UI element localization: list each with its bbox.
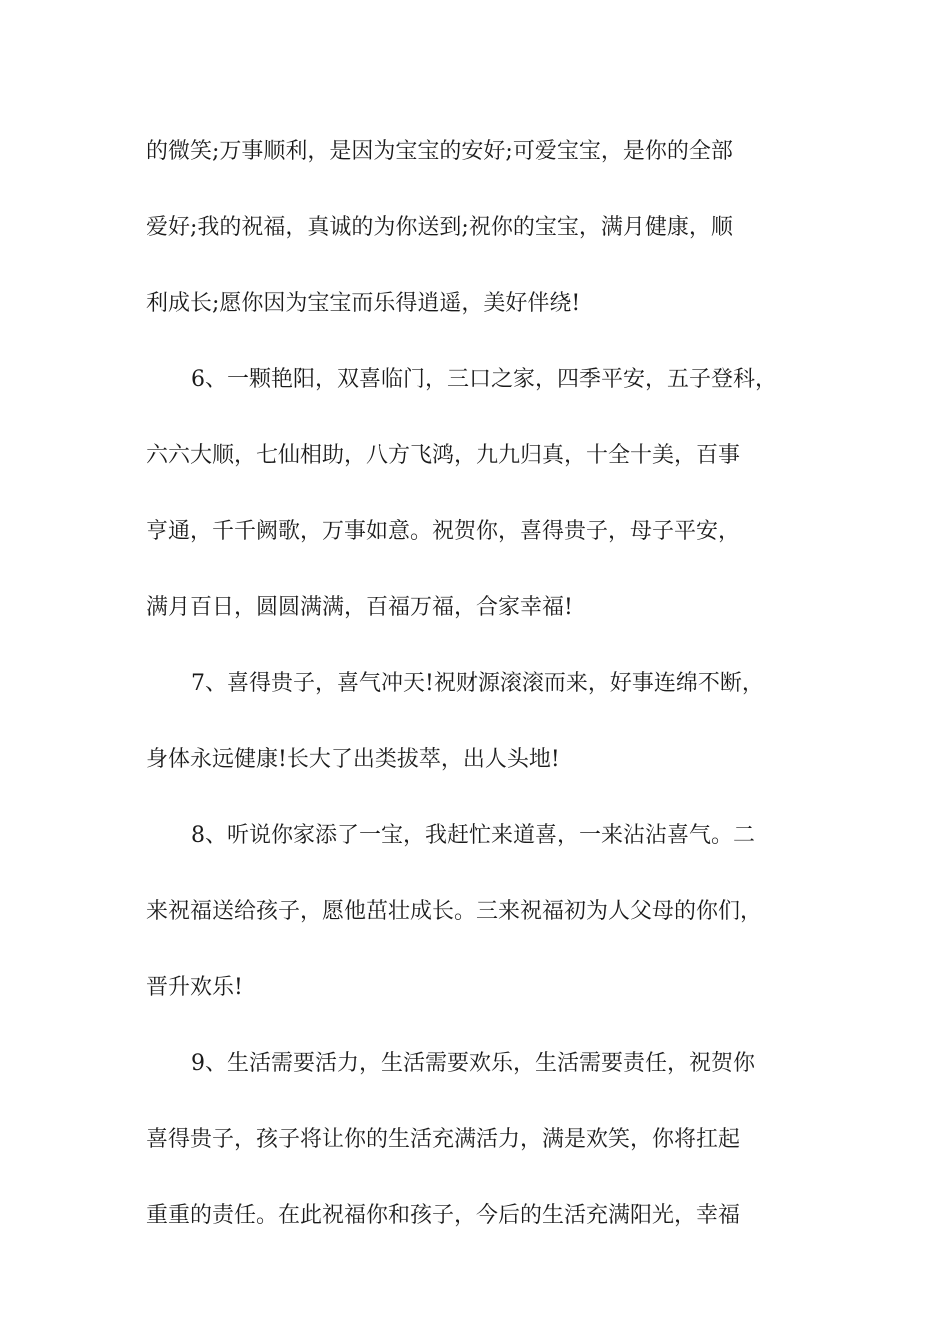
paragraph-start-line: 8、听说你家添了一宝，我赶忙来道喜，一来沾沾喜气。二 bbox=[191, 823, 755, 848]
text-line: 喜得贵子，孩子将让你的生活充满活力，满是欢笑，你将扛起 bbox=[146, 1127, 741, 1152]
text-line: 亨通，千千阙歌，万事如意。祝贺你，喜得贵子，母子平安， bbox=[146, 519, 741, 544]
paragraph-start-line: 6、一颗艳阳，双喜临门，三口之家，四季平安，五子登科， bbox=[191, 367, 777, 392]
document-body bbox=[146, 130, 816, 1270]
text-line: 重重的责任。在此祝福你和孩子，今后的生活充满阳光，幸福 bbox=[146, 1203, 741, 1228]
text-line: 晋升欢乐! bbox=[146, 975, 243, 1000]
text-line: 来祝福送给孩子，愿他茁壮成长。三来祝福初为人父母的你们， bbox=[146, 899, 763, 924]
paragraph-start-line: 9、生活需要活力，生活需要欢乐，生活需要责任，祝贺你 bbox=[191, 1051, 755, 1076]
text-line: 利成长;愿你因为宝宝而乐得逍遥，美好伴绕! bbox=[146, 291, 581, 316]
text-line: 六六大顺，七仙相助，八方飞鸿，九九归真，十全十美，百事 bbox=[146, 443, 741, 468]
text-line: 的微笑;万事顺利，是因为宝宝的安好;可爱宝宝，是你的全部 bbox=[146, 139, 733, 164]
paragraph-start-line: 7、喜得贵子，喜气冲天!祝财源滚滚而来，好事连绵不断， bbox=[191, 671, 764, 696]
text-line: 身体永远健康!长大了出类拔萃，出人头地! bbox=[146, 747, 560, 772]
text-line: 爱好;我的祝福，真诚的为你送到;祝你的宝宝，满月健康，顺 bbox=[146, 215, 733, 240]
text-line: 满月百日，圆圆满满，百福万福，合家幸福! bbox=[146, 595, 573, 620]
